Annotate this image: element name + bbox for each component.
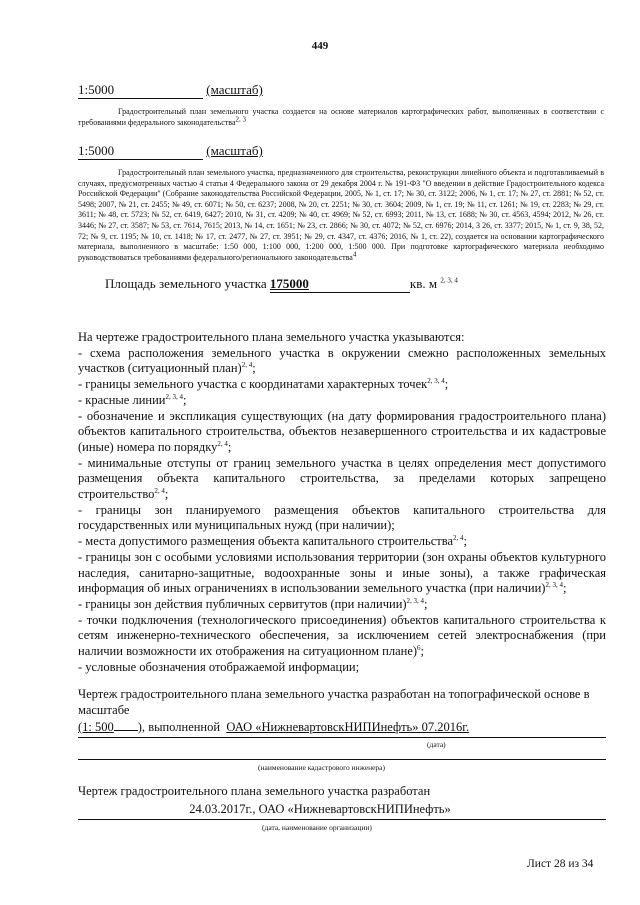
footnote-ref: 2, 4 bbox=[154, 486, 165, 495]
footnote-ref: 2, 3, 4 bbox=[545, 581, 563, 590]
list-item-text: - места допустимого размещения объекта капитального строительства bbox=[78, 534, 454, 549]
scale-caption: (масштаб) bbox=[206, 143, 263, 158]
list-item bbox=[78, 346, 606, 377]
land-area bbox=[105, 276, 458, 293]
list-item-text: - границы земельного участка с координатами характерных точек bbox=[78, 377, 428, 392]
list-item-text: - условные обозначения отображаемой информации; bbox=[78, 659, 360, 674]
list-item bbox=[78, 503, 606, 534]
page-number: 449 bbox=[311, 40, 329, 52]
list-item-tail: ; bbox=[424, 596, 428, 611]
list-item-tail: ; bbox=[182, 392, 187, 407]
list-items bbox=[78, 346, 606, 676]
list-item-text: - границы зон с особыми условиями использования территории (зон охраны объектов культурного наследия, санитарно-защитные, водоохранные зоны и иные зоны), а также графическая информация об иных ограничениях в использовании земельного участка (при наличии) bbox=[78, 549, 606, 596]
list-item bbox=[78, 613, 606, 660]
footnote-ref: 4 bbox=[352, 250, 357, 259]
scale-line-1 bbox=[78, 82, 263, 99]
area-label: Площадь земельного участка bbox=[105, 276, 267, 291]
list-item-text: - границы зон планируемого размещения объектов капитального строительства для государственных или муниципальных нужд (при наличии); bbox=[78, 502, 606, 533]
list-item-tail: ; bbox=[227, 439, 232, 454]
list-item-text: - красные линии bbox=[78, 392, 166, 407]
date-caption: (дата) bbox=[427, 740, 446, 749]
list-item-text: - обозначение и экспликация существующих (на дату формирования градостроительного плана) объектов капитального строительства, объектов незавершенного строительства и их кадастровые (иные) номера по порядку bbox=[78, 408, 606, 454]
list-item-tail: ; bbox=[164, 487, 169, 502]
list-item-tail: ; bbox=[463, 534, 468, 549]
scale-value: 1:5000 bbox=[78, 82, 203, 99]
footnote-ref: 2, 3, 4 bbox=[165, 392, 183, 401]
list-item-tail: ; bbox=[562, 581, 567, 596]
list-item-text: - точки подключения (технологического присоединения) объектов капитального строительства к сетям инженерно-технического обеспечения, за исключением сетей электроснабжения (при наличии возможности их отображения на ситуационном плане) bbox=[78, 612, 606, 659]
drawing-contents-list bbox=[78, 330, 606, 675]
footnote-ref: 2, 3, 4 bbox=[440, 276, 458, 285]
footnote-ref: 2, 4 bbox=[453, 533, 464, 542]
list-item bbox=[78, 377, 606, 393]
area-value: 175000 bbox=[270, 276, 410, 293]
footnote-ref: 2, 4 bbox=[217, 439, 228, 448]
scale-value: 1:5000 bbox=[78, 143, 203, 160]
list-item-tail: ; bbox=[444, 377, 449, 392]
list-item bbox=[78, 409, 606, 456]
scale-caption: (масштаб) bbox=[206, 82, 263, 97]
list-item-text: - минимальные отступы от границ земельного участка в целях определения мест допустимого размещения объекта капитального строительства, за пределами которых запрещено строительство bbox=[78, 455, 606, 502]
list-item bbox=[78, 456, 606, 503]
list-item bbox=[78, 393, 606, 409]
list-item-tail: ; bbox=[252, 361, 256, 376]
topo-scale: (1: 500 bbox=[78, 720, 114, 734]
topo-executed: выполненной bbox=[148, 720, 221, 734]
developed-text: Чертеж градостроительного плана земельного участка разработан bbox=[78, 784, 431, 798]
topo-text: Чертеж градостроительного плана земельного участка разработан на топографической основе в масштабе bbox=[78, 687, 590, 717]
scale-line-2 bbox=[78, 143, 263, 160]
list-item-tail: ; bbox=[420, 644, 425, 659]
list-item bbox=[78, 597, 606, 613]
topo-scale-line bbox=[78, 720, 469, 735]
footnote-ref: 2, 3 bbox=[235, 114, 247, 123]
topographic-basis bbox=[78, 687, 606, 718]
topo-org-date: ОАО «НижневартовскНИПИнефть» 07.2016г. bbox=[226, 720, 470, 734]
developed-rule bbox=[78, 819, 606, 820]
list-intro: На чертеже градостроительного плана земельного участка указываются: bbox=[78, 330, 465, 344]
area-unit: кв. м bbox=[409, 276, 438, 291]
topo-scale-close: ), bbox=[137, 720, 146, 734]
note-linear-object bbox=[78, 168, 604, 263]
developed-value: 24.03.2017г., ОАО «НижневартовскНИПИнефть» bbox=[189, 802, 451, 816]
engineer-caption: (наименование кадастрового инженера) bbox=[258, 763, 386, 772]
list-item bbox=[78, 534, 606, 550]
list-item bbox=[78, 550, 606, 597]
note-map-basis bbox=[78, 107, 604, 128]
footnote-ref: 2, 3, 4 bbox=[406, 596, 425, 605]
note-text: Градостроительный план земельного участка, предназначенного для строительства, реконструкции линейного объекта и подготавливаемый в случаях, предусмотренных частью 4 статьи 4 Федерального закона от 29 декабря 2004 г. № 191-ФЗ "О введении в действие Градостроительного кодекса Российской Федерации" (Собрание законодательства Российской Федерации, 2005, № 1, ст. 17; № 30, ст. 3122; 2006, № 1, ст. 17; № 27, ст. 2881; № 52, ст. 5498; 2007, № 21, ст. 2455; № 49, ст. 6071; № 50, ст. 6237; 2008, № 20, ст. 2251; № 30, ст. 3604; 2009, № 1, ст. 19; № 11, ст. 1261; № 19, ст. 2283; № 29, ст. 3611; № 48, ст. 5723; № 52, ст. 6419, 6427; 2010, № 31, ст. 4209; № 40, ст. 4969; № 52, ст. 6993; 2011, № 13, ст. 1688; № 30, ст. 4563, 4594; 2012, № 26, ст. 3446; № 27, ст. 3587; № 53, ст. 7614, 7615; 2013, № 14, ст. 1651; № 23, ст. 2866; № 30, ст. 4072; № 52, ст. 6976; 2014, 3 26, ст. 3377; 2015, № 1, ст. 9, 38, 52, 72; № 9, ст. 1195; № 10, ст. 1418; № 17, ст. 2477, № 27, ст. 3951; № 29, ст. 4347, ст. 4376; 2016, № 1, ст. 22), создается на основании картографического материала, выполненного в масштабе: 1:50 000, 1:100 000, 1:200 000, 1:500 000. При подготовке картографического материала необходимо руководствоваться требованиями федерального/регионального законодательства bbox=[78, 168, 604, 262]
list-item bbox=[78, 660, 606, 676]
footnote-ref: 2, 4 bbox=[241, 361, 253, 370]
footnote-ref: 2, 3, 4 bbox=[427, 376, 445, 385]
list-item-text: - границы зон действия публичных сервитутов (при наличии) bbox=[78, 596, 407, 611]
footnote-ref: 6 bbox=[417, 643, 421, 652]
sheet-number: Лист 28 из 34 bbox=[527, 858, 594, 870]
topo-rule bbox=[78, 737, 606, 738]
note-text: Градостроительный план земельного участка создается на основе материалов картографических работ, выполненных в соответствии с требованиями федерального законодательства bbox=[78, 107, 604, 127]
engineer-rule bbox=[78, 759, 606, 760]
developed-caption: (дата, наименование организации) bbox=[262, 823, 372, 832]
list-item-text: - схема расположения земельного участка в окружении смежно расположенных земельных участков (ситуационный план) bbox=[78, 345, 606, 376]
